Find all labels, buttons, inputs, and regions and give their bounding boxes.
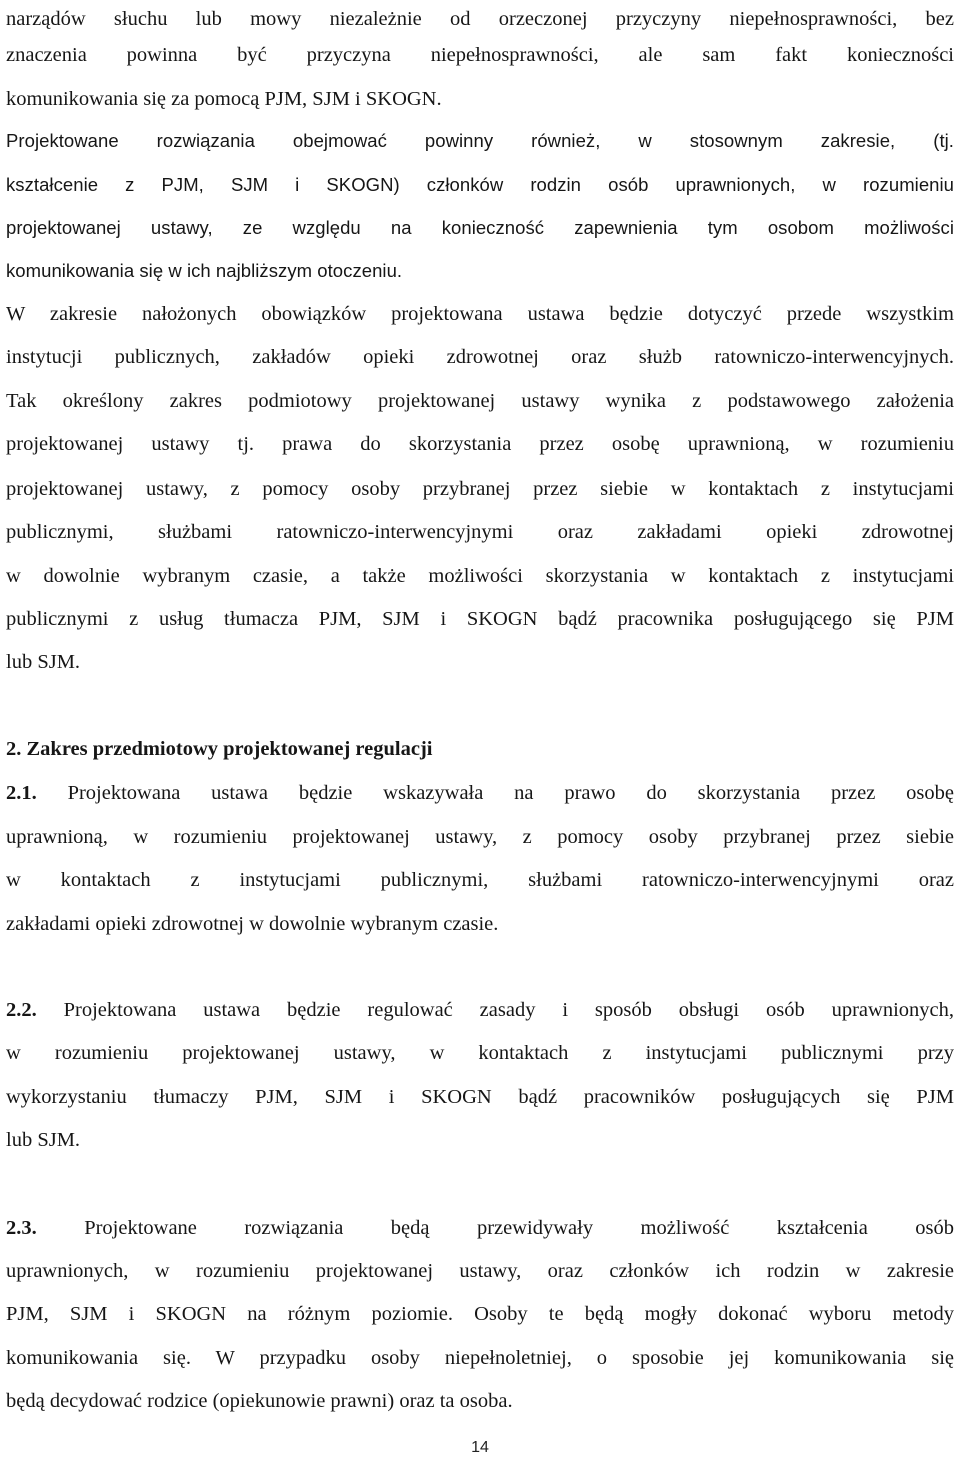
paragraph-line: W zakresie nałożonych obowiązków projektowana ustawa będzie dotyczyć przede wszystkim [6, 303, 954, 325]
paragraph-text: Projektowane rozwiązania będą przewidywały możliwość kształcenia osób [36, 1217, 954, 1239]
paragraph-line: projektowanej ustawy, ze względu na konieczność zapewnienia tym osobom możliwości [6, 217, 954, 238]
numbered-paragraph-first-line [6, 995, 954, 1025]
paragraph-number: 2.2. [6, 999, 37, 1021]
paragraph-line: w rozumieniu projektowanej ustawy, w kontaktach z instytucjami publicznymi przy [6, 1042, 954, 1064]
paragraph-line: znaczenia powinna być przyczyna niepełnosprawności, ale sam fakt konieczności [6, 44, 954, 66]
section-heading: 2. Zakres przedmiotowy projektowanej regulacji [6, 738, 433, 760]
paragraph-line: narządów słuchu lub mowy niezależnie od orzeczonej przyczyny niepełnosprawności, bez [6, 8, 954, 30]
paragraph-number: 2.3. [6, 1217, 37, 1239]
paragraph-line: komunikowania się w ich najbliższym otoczeniu. [6, 260, 403, 281]
paragraph-line: kształcenie z PJM, SJM i SKOGN) członków rodzin osób uprawnionych, w rozumieniu [6, 174, 954, 195]
paragraph-line: Tak określony zakres podmiotowy projektowanej ustawy wynika z podstawowego założenia [6, 390, 954, 412]
paragraph-line: komunikowania się. W przypadku osoby niepełnoletniej, o sposobie jej komunikowania się [6, 1347, 954, 1369]
paragraph-line: instytucji publicznych, zakładów opieki zdrowotnej oraz służb ratowniczo-interwencyjnych. [6, 346, 954, 368]
paragraph-line: uprawnionych, w rozumieniu projektowanej ustawy, oraz członków ich rodzin w zakresie [6, 1260, 954, 1282]
numbered-paragraph-first-line [6, 1213, 954, 1243]
paragraph-number: 2.1. [6, 782, 37, 804]
paragraph-line: publicznymi, służbami ratowniczo-interwencyjnymi oraz zakładami opieki zdrowotnej [6, 521, 954, 543]
paragraph-line: wykorzystaniu tłumaczy PJM, SJM i SKOGN bądź pracowników posługujących się PJM [6, 1086, 954, 1108]
paragraph-line: będą decydować rodzice (opiekunowie prawni) oraz ta osoba. [6, 1390, 513, 1412]
paragraph-line: w dowolnie wybranym czasie, a także możliwości skorzystania w kontaktach z instytucjami [6, 565, 954, 587]
paragraph-line: projektowanej ustawy, z pomocy osoby przybranej przez siebie w kontaktach z instytucjami [6, 478, 954, 500]
paragraph-line: projektowanej ustawy tj. prawa do skorzystania przez osobę uprawnioną, w rozumieniu [6, 433, 954, 455]
paragraph-line: w kontaktach z instytucjami publicznymi, służbami ratowniczo-interwencyjnymi oraz [6, 869, 954, 891]
paragraph-text: Projektowana ustawa będzie wskazywała na prawo do skorzystania przez osobę [36, 782, 954, 804]
numbered-paragraph-first-line [6, 778, 954, 808]
paragraph-line: zakładami opieki zdrowotnej w dowolnie wybranym czasie. [6, 913, 499, 935]
paragraph-line: publicznymi z usług tłumacza PJM, SJM i SKOGN bądź pracownika posługującego się PJM [6, 608, 954, 630]
paragraph-text: Projektowana ustawa będzie regulować zasady i sposób obsługi osób uprawnionych, [36, 999, 954, 1021]
paragraph-line: PJM, SJM i SKOGN na różnym poziomie. Osoby te będą mogły dokonać wyboru metody [6, 1303, 954, 1325]
paragraph-line: lub SJM. [6, 1129, 81, 1151]
page-number: 14 [471, 1439, 489, 1456]
paragraph-line: uprawnioną, w rozumieniu projektowanej ustawy, z pomocy osoby przybranej przez siebie [6, 826, 954, 848]
paragraph-line: Projektowane rozwiązania obejmować powinny również, w stosownym zakresie, (tj. [6, 130, 954, 151]
paragraph-line: komunikowania się za pomocą PJM, SJM i SKOGN. [6, 88, 442, 110]
paragraph-line: lub SJM. [6, 651, 81, 673]
